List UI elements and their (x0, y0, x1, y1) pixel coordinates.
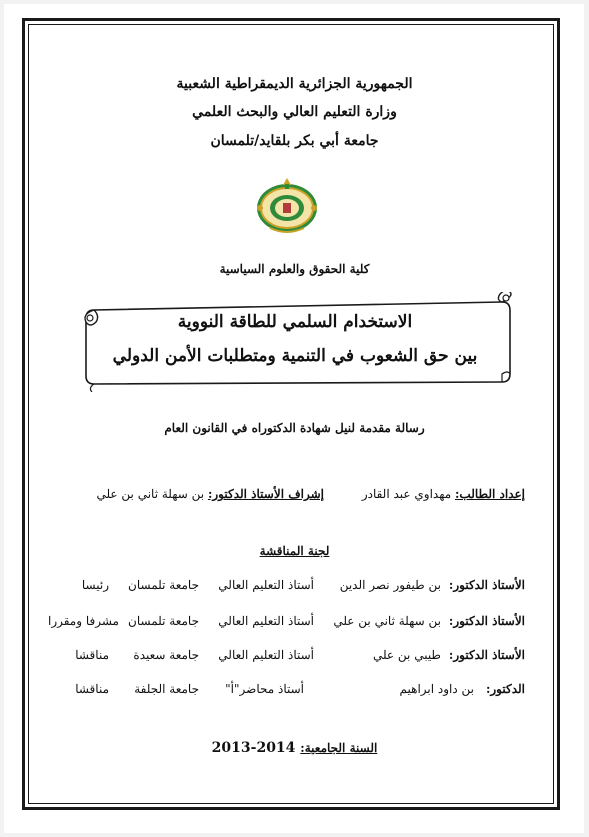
academic-year (0, 740, 589, 756)
member-title: الدكتور: (485, 682, 525, 696)
thesis-title-line2: بين حق الشعوب في التنمية ومتطلبات الأمن الدولي (112, 346, 478, 366)
scroll-banner-icon (78, 292, 518, 392)
faculty-line: كلية الحقوق والعلوم السياسية (219, 262, 370, 276)
supervisor-label: إشراف الأستاذ الدكتور: (207, 487, 324, 501)
member-institution: جامعة تلمسان (128, 614, 199, 628)
member-title: الأستاذ الدكتور: (448, 614, 525, 628)
student-label: إعداد الطالب: (454, 487, 525, 501)
member-name: طيبي بن علي (372, 648, 441, 662)
student-name: مهداوي عبد القادر (361, 487, 452, 501)
member-institution: جامعة الجلفة (134, 682, 199, 696)
thesis-title-line1: الاستخدام السلمي للطاقة النووية (177, 312, 413, 332)
member-rank: أستاذ التعليم العالي (218, 648, 314, 662)
member-rank: أستاذ محاضر"أ" (225, 682, 304, 696)
thesis-note: رسالة مقدمة لنيل شهادة الدكتوراه في القانون العام (164, 421, 425, 435)
republic-line: الجمهورية الجزائرية الديمقراطية الشعبية (176, 76, 413, 92)
member-name: بن سهلة ثاني بن علي (333, 614, 441, 628)
university-emblem-icon (250, 176, 324, 236)
member-role: مشرفا ومقررا (47, 614, 119, 628)
member-role: مناقشا (75, 682, 109, 696)
member-role: رئيسا (81, 578, 109, 592)
committee-heading: لجنة المناقشة (259, 544, 330, 558)
member-name: بن داود ابراهيم (399, 682, 474, 696)
ministry-line: وزارة التعليم العالي والبحث العلمي (192, 104, 397, 120)
member-title: الأستاذ الدكتور: (448, 648, 525, 662)
member-institution: جامعة تلمسان (128, 578, 199, 592)
academic-year-value: 2013-2014 (211, 740, 296, 756)
student-row (362, 487, 525, 501)
member-institution: جامعة سعيدة (133, 648, 199, 662)
academic-year-label: السنة الجامعية: (300, 741, 378, 755)
member-title: الأستاذ الدكتور: (448, 578, 525, 592)
supervisor-row (96, 487, 324, 501)
member-rank: أستاذ التعليم العالي (218, 578, 314, 592)
supervisor-name: بن سهلة ثاني بن علي (96, 487, 205, 501)
university-line: جامعة أبي بكر بلقايد/تلمسان (210, 133, 379, 149)
member-role: مناقشا (75, 648, 109, 662)
member-rank: أستاذ التعليم العالي (218, 614, 314, 628)
member-name: بن طيفور نصر الدين (339, 578, 441, 592)
